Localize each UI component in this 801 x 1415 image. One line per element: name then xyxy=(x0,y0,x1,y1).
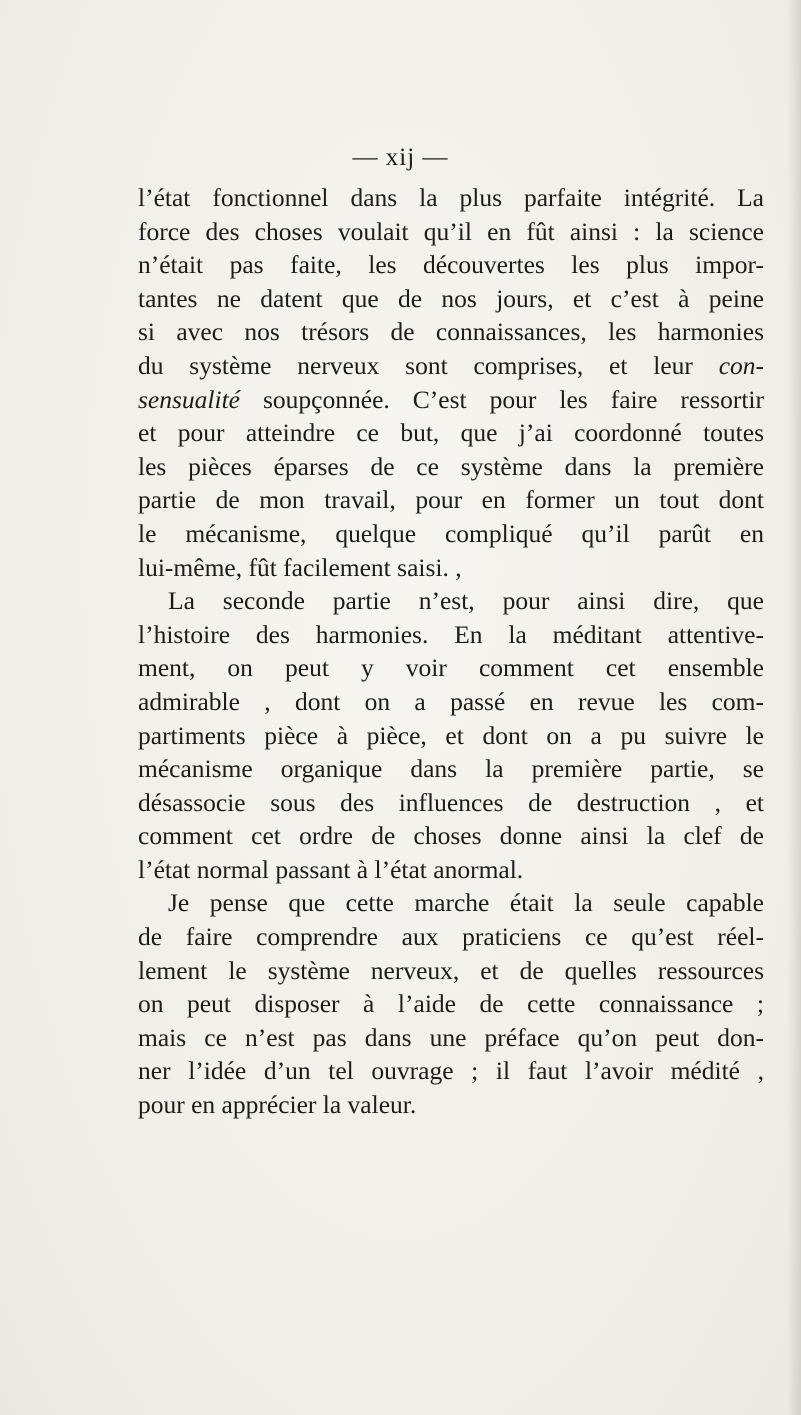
text-line: l’état normal passant à l’état anormal. xyxy=(138,854,524,884)
page-edge-shadow xyxy=(787,0,801,1415)
italic-word: con- xyxy=(718,350,764,380)
text-line: les pièces éparses de ce système dans la première xyxy=(138,451,764,481)
text-line: lui-même, fût facilement saisi. , xyxy=(138,552,462,582)
page-number: — xij — xyxy=(352,144,449,171)
text-line: n’était pas faite, les découvertes les plus impor- xyxy=(138,250,764,280)
text-line: partiments pièce à pièce, et dont on a pu suivre le xyxy=(138,720,764,750)
text-line: l’état fonctionnel dans la plus parfaite intégrité. La xyxy=(138,183,764,212)
text-line: comment cet ordre de choses donne ainsi la clef de xyxy=(138,821,764,851)
text-line: ment, on peut y voir comment cet ensemble xyxy=(138,653,764,683)
text-line: ner l’idée d’un tel ouvrage ; il faut l’avoir médité , xyxy=(138,1056,764,1086)
text-line: du système nerveux sont comprises, et leur con- xyxy=(138,350,764,380)
text-line: de faire comprendre aux praticiens ce qu’est réel- xyxy=(138,922,764,952)
text-line: le mécanisme, quelque compliqué qu’il parût en xyxy=(138,518,764,548)
paragraph-start-line: La seconde partie n’est, pour ainsi dire, que xyxy=(168,586,764,616)
text-line: lement le système nerveux, et de quelles ressources xyxy=(138,955,764,985)
body-text xyxy=(138,181,764,1122)
text-line: et pour atteindre ce but, que j’ai coordonné toutes xyxy=(138,418,764,448)
italic-word: sensualité xyxy=(138,384,240,414)
text-line: sensualité soupçonnée. C’est pour les faire ressortir xyxy=(138,384,764,414)
paragraph-start-line: Je pense que cette marche était la seule capable xyxy=(168,888,764,918)
text-line: partie de mon travail, pour en former un tout dont xyxy=(138,485,764,515)
text-line: on peut disposer à l’aide de cette connaissance ; xyxy=(138,989,764,1019)
text-line: mécanisme organique dans la première partie, se xyxy=(138,754,764,784)
text-line: si avec nos trésors de connaissances, les harmonies xyxy=(138,317,764,347)
text-line: l’histoire des harmonies. En la méditant attentive- xyxy=(138,619,764,649)
text-line: pour en apprécier la valeur. xyxy=(138,1090,417,1120)
text-line: admirable , dont on a passé en revue les com- xyxy=(138,686,764,716)
text-line: tantes ne datent que de nos jours, et c’est à peine xyxy=(138,283,764,313)
text-line: mais ce n’est pas dans une préface qu’on peut don- xyxy=(138,1022,764,1052)
text-line: force des choses voulait qu’il en fût ainsi : la science xyxy=(138,216,764,246)
text-line: désassocie sous des influences de destruction , et xyxy=(138,787,764,817)
